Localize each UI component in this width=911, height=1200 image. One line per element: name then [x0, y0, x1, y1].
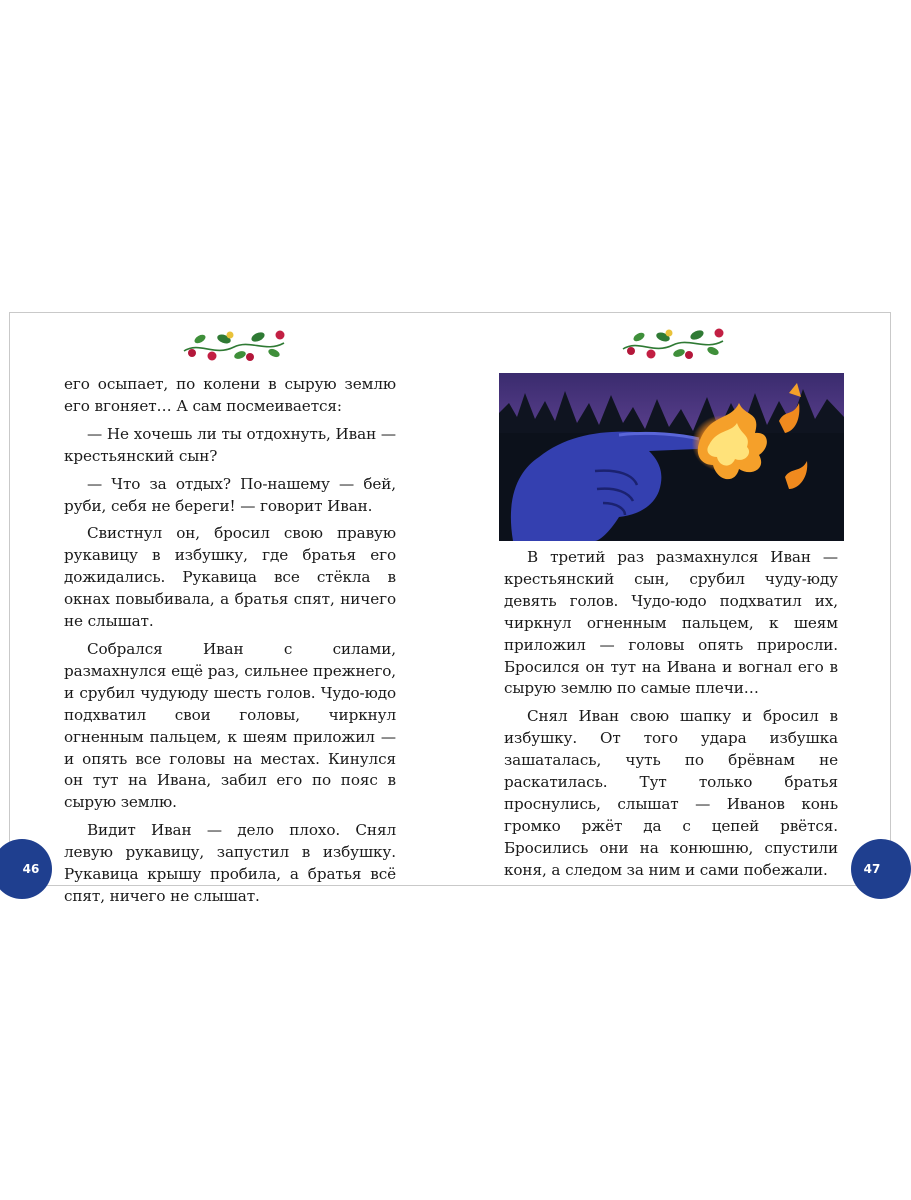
fiery-finger-illustration — [499, 373, 844, 541]
berry-branch-icon — [619, 325, 727, 361]
paragraph: Видит Иван — дело плохо. Снял левую рукавицу, запустил в избушку. Рукавица крышу пробила, а братья всё спят, ничего не слышат. — [64, 821, 396, 905]
page-number: 47 — [863, 862, 881, 876]
right-page — [451, 313, 892, 885]
right-page-text — [504, 547, 838, 888]
paragraph: В третий раз размахнулся Иван — крестьянский сын, срубил чуду-юду девять голов. Чудо-юдо подхватил их, чиркнул огненным пальцем, к шеям приложил — головы опять приросли. Бросился он тут на Ивана и вогнал его в сырую землю по самые плечи… — [504, 548, 838, 698]
paragraph: Собрался Иван с силами, размахнулся ещё раз, сильнее прежнего, и срубил чудуюду шесть голов. Чудо-юдо подхватил свои головы, чиркнул огненным пальцем, к шеям приложил — и опять все головы на местах. Кинулся он тут на Ивана, забил его по пояс в сырую землю. — [64, 639, 396, 812]
left-page — [10, 313, 451, 905]
berry-branch-icon — [180, 327, 288, 363]
page-number: 46 — [22, 862, 40, 876]
book-spread — [9, 312, 891, 905]
paragraph: — Не хочешь ли ты отдохнуть, Иван — крестьянский сын? — [64, 424, 396, 465]
page-number-badge — [851, 839, 911, 899]
paragraph: Снял Иван свою шапку и бросил в избушку. От того удара избушка зашаталась, чуть по брёвнам не раскатилась. Тут только братья проснулись, слышат — Иванов конь громко ржёт да с цепей рвётся. Бросились они на конюшню, спустили коня, а следом за ним и сами побежали. — [504, 707, 838, 879]
paragraph: его осыпает, по колени в сырую землю его вгоняет… А сам посмеивается: — [64, 375, 396, 415]
paragraph: — Что за отдых? По-нашему — бей, руби, себя не береги! — говорит Иван. — [64, 474, 396, 515]
page-number-badge — [0, 839, 52, 899]
paragraph: Свистнул он, бросил свою правую рукавицу в избушку, где братья его дожидались. Рукавица все стёкла в окнах повыбивала, а братья спят, ничего не слышат. — [64, 524, 396, 631]
left-page-text — [64, 374, 396, 914]
